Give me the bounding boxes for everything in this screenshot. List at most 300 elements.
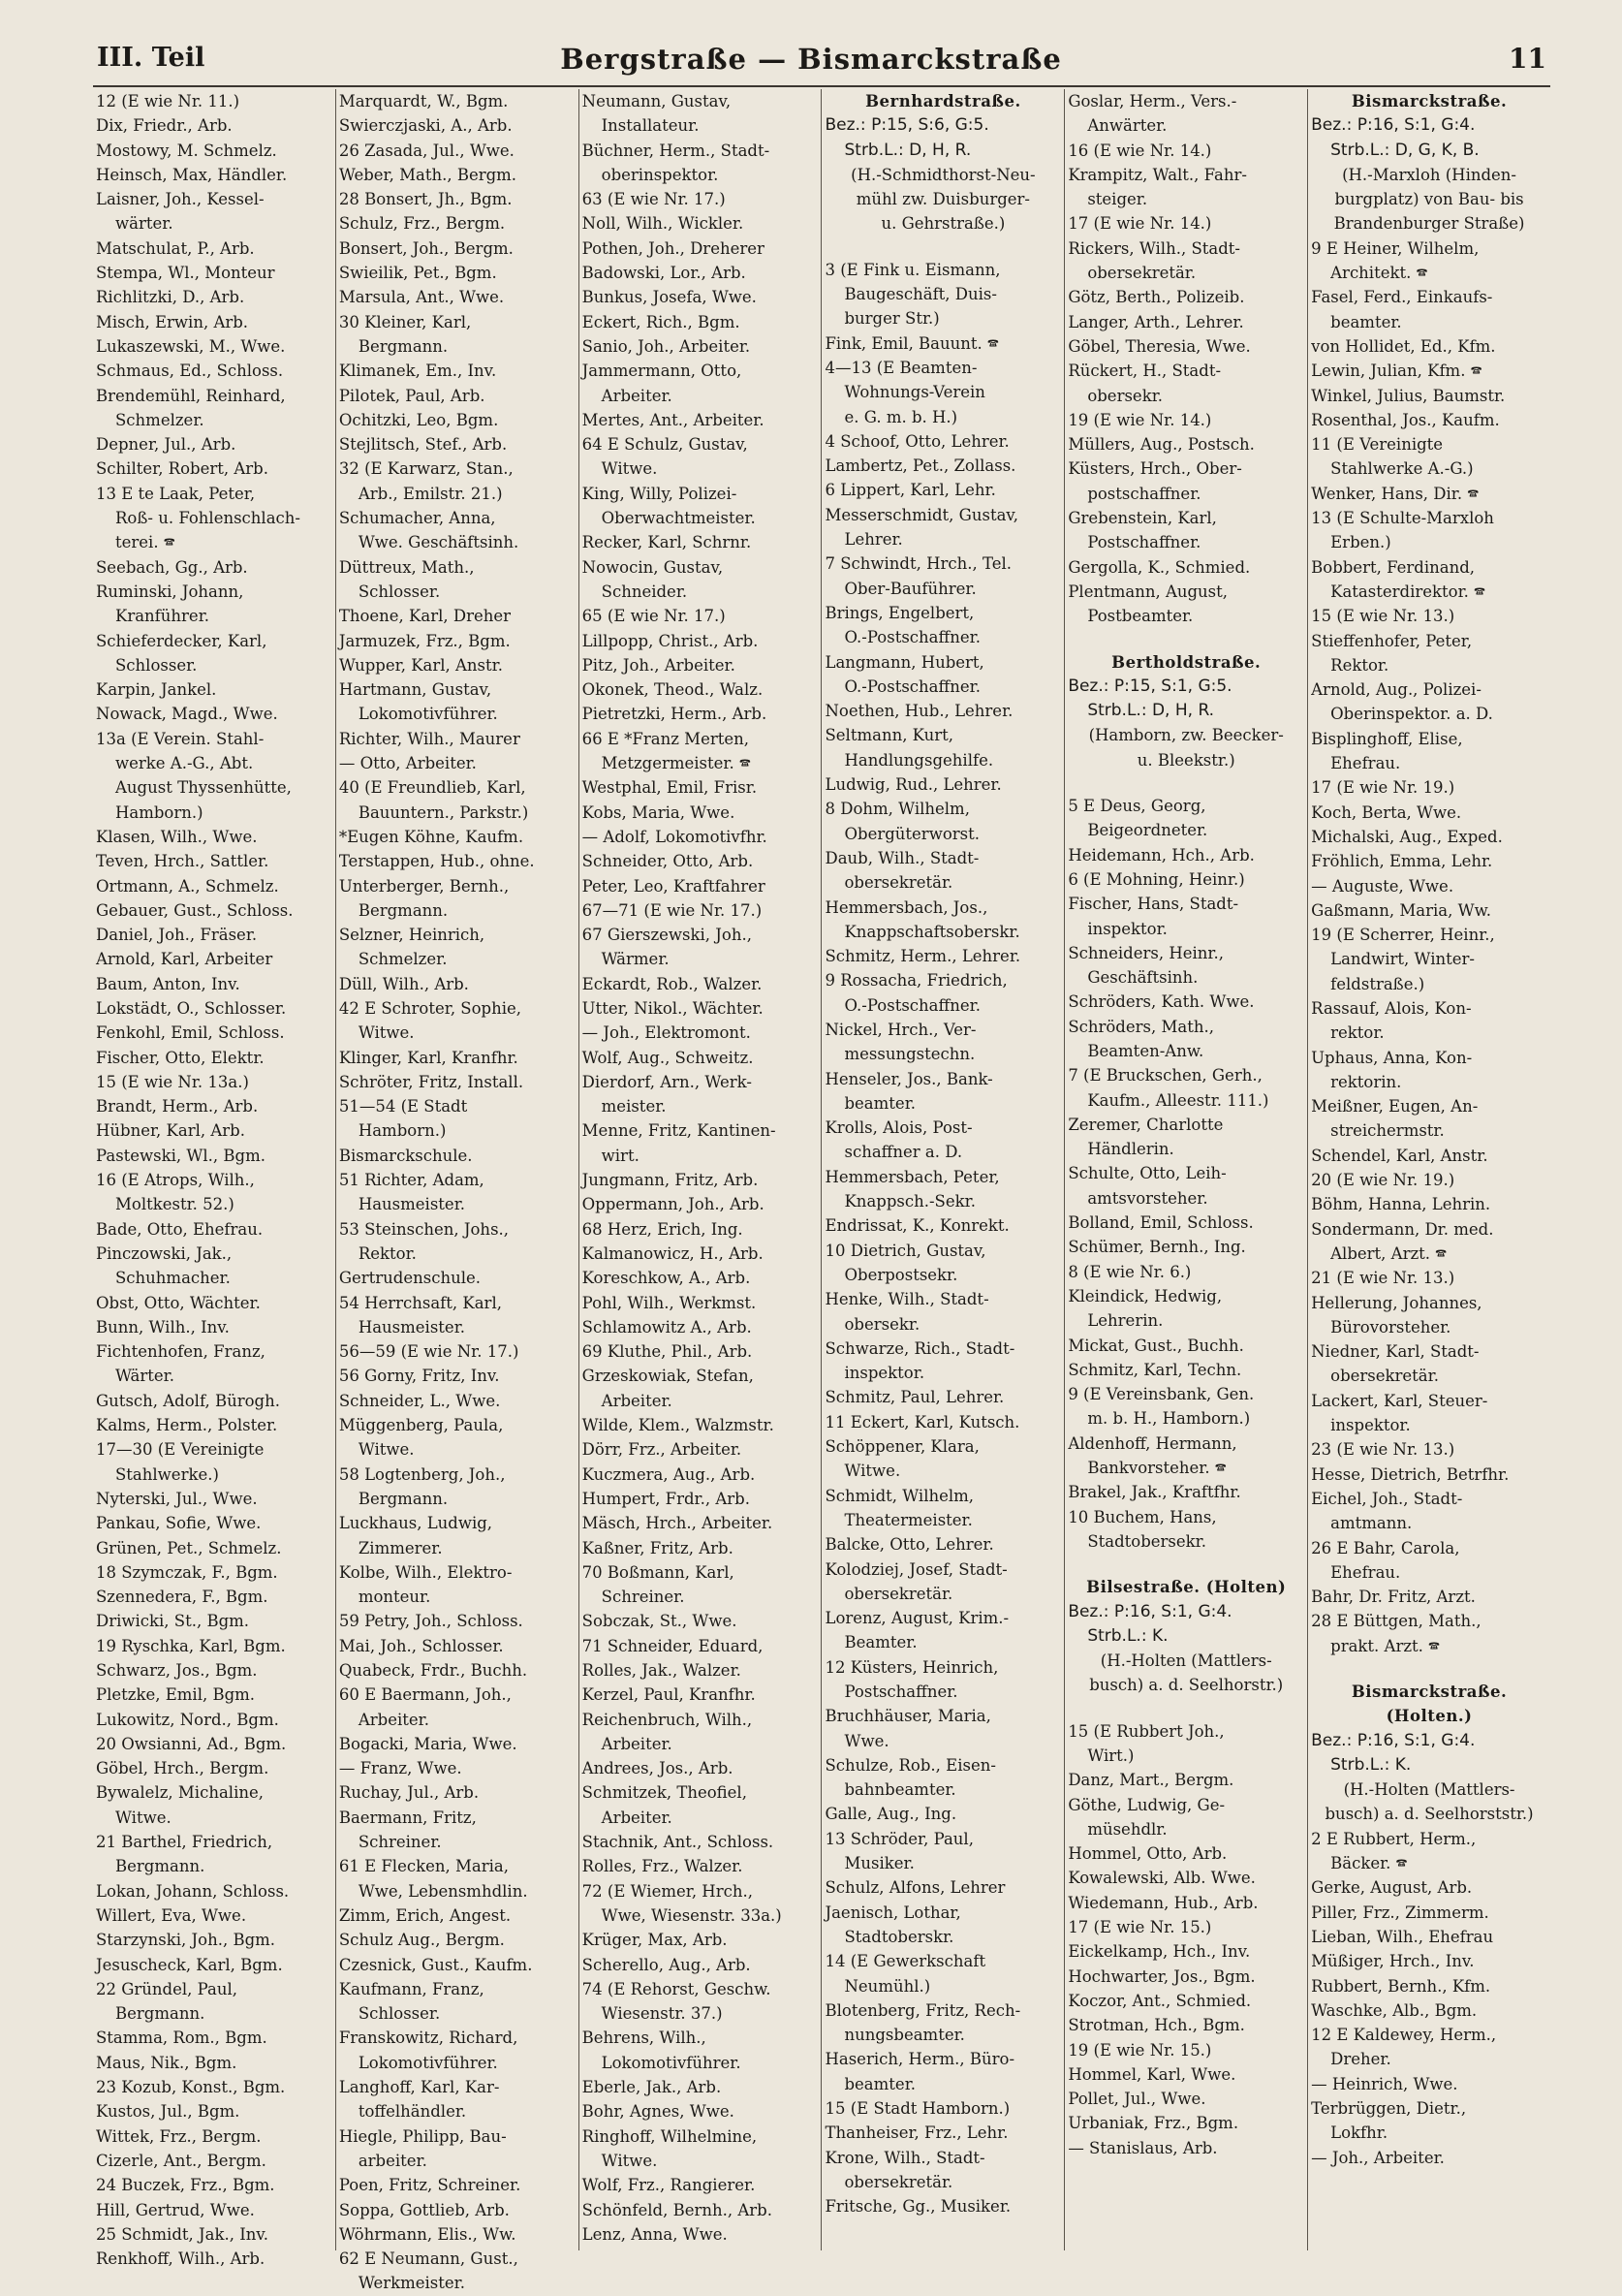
- entry-line: Rolles, Frz., Walzer.: [581, 1857, 743, 1876]
- column-2: [336, 89, 579, 2293]
- entry-line: Pilotek, Paul, Arb.: [338, 386, 485, 405]
- entry-line: Wenker, Hans, Dir. 🕿: [1311, 484, 1480, 503]
- entry-line: Langhoff, Karl, Kar-: [338, 2078, 500, 2097]
- entry-line: Schuhmacher.: [115, 1269, 231, 1288]
- columns-container: [93, 89, 1550, 2293]
- entry-line: Schreiner.: [358, 1833, 442, 1852]
- entry-line: 26 E Bahr, Carola,: [1311, 1538, 1460, 1557]
- entry-line: Lackert, Karl, Steuer-: [1311, 1391, 1488, 1410]
- entry-line: Müggenberg, Paula,: [338, 1416, 504, 1435]
- entry-line: Terstappen, Hub., ohne.: [338, 852, 535, 871]
- entry-line: Postschaffner.: [844, 1683, 958, 1701]
- street-heading: Bertholdstraße.: [1111, 652, 1262, 672]
- entry-line: 8 (E wie Nr. 6.): [1068, 1262, 1192, 1281]
- entry-line: Bürovorsteher.: [1330, 1317, 1451, 1337]
- entry-line: Krone, Wilh., Stadt-: [825, 2148, 985, 2167]
- entry-line: Teven, Hrch., Sattler.: [96, 852, 269, 871]
- entry-line: 58 Logtenberg, Joh.,: [338, 1464, 506, 1484]
- entry-line: Ortmann, A., Schmelz.: [96, 876, 279, 896]
- entry-line: 18 Szymczak, F., Bgm.: [96, 1562, 278, 1582]
- entry-line: 5 E Deus, Georg,: [1068, 797, 1206, 816]
- entry-line: Recker, Karl, Schrnr.: [581, 533, 752, 552]
- entry-line: Dix, Friedr., Arb.: [96, 116, 233, 136]
- entry-line: Terbrüggen, Dietr.,: [1311, 2099, 1467, 2119]
- entry-line: Haserich, Herm., Büro-: [825, 2050, 1015, 2069]
- entry-line: Gutsch, Adolf, Bürogh.: [96, 1391, 280, 1410]
- entry-line: 68 Herz, Erich, Ing.: [581, 1219, 743, 1239]
- entry-line: 4 Schoof, Otto, Lehrer.: [825, 431, 1010, 451]
- entry-line: 67—71 (E wie Nr. 17.): [581, 900, 763, 920]
- entry-line: Postschaffner.: [1087, 533, 1201, 552]
- entry-line: Sobczak, St., Wwe.: [581, 1612, 737, 1631]
- entry-line: Pothen, Joh., Dreherer: [581, 238, 764, 258]
- district-info: Bez.: P:15, S:1, G:5.: [1068, 676, 1232, 696]
- entry-line: Beamten-Anw.: [1087, 1041, 1204, 1060]
- entry-line: Stachnik, Ant., Schloss.: [581, 1833, 774, 1852]
- entry-line: 10 Dietrich, Gustav,: [825, 1241, 986, 1260]
- street-location: (H.-Holten (Mattlers-: [1343, 1780, 1515, 1800]
- entry-line: Rektor.: [358, 1243, 417, 1263]
- entry-line: Richlitzki, D., Arb.: [96, 288, 245, 307]
- entry-line: Hausmeister.: [358, 1317, 466, 1337]
- street-heading: (Holten.): [1386, 1707, 1473, 1726]
- entry-line: 19 Ryschka, Karl, Bgm.: [96, 1636, 286, 1655]
- entry-line: Wärmer.: [601, 950, 670, 969]
- entry-line: wirt.: [601, 1146, 639, 1165]
- entry-line: 11 Eckert, Karl, Kutsch.: [825, 1412, 1020, 1431]
- entry-line: Dierdorf, Arn., Werk-: [581, 1072, 752, 1091]
- entry-line: Unterberger, Bernh.,: [338, 876, 510, 896]
- entry-line: Kobs, Maria, Wwe.: [581, 802, 735, 822]
- entry-line: 7 Schwindt, Hrch., Tel.: [825, 554, 1012, 574]
- entry-line: Schröders, Math.,: [1068, 1017, 1214, 1036]
- entry-line: 15 (E wie Nr. 13.): [1311, 607, 1455, 626]
- entry-line: Czesnick, Gust., Kaufm.: [338, 1955, 533, 1974]
- entry-line: Lokfhr.: [1330, 2123, 1388, 2143]
- entry-line: 53 Steinschen, Johs.,: [338, 1219, 510, 1239]
- entry-line: 9 Rossacha, Friedrich,: [825, 971, 1008, 991]
- entry-line: *Eugen Köhne, Kaufm.: [338, 827, 524, 846]
- entry-line: rektor.: [1330, 1023, 1385, 1043]
- entry-line: 17 (E wie Nr. 19.): [1311, 778, 1455, 798]
- entry-line: O.-Postschaffner.: [844, 995, 981, 1015]
- entry-line: Schwarz, Jos., Bgm.: [96, 1661, 258, 1680]
- entry-line: Schönfeld, Bernh., Arb.: [581, 2200, 772, 2219]
- entry-line: Lenz, Anna, Wwe.: [581, 2224, 728, 2244]
- district-info: Strb.L.: D, H, R.: [844, 140, 972, 160]
- entry-line: Lehrerin.: [1087, 1311, 1164, 1331]
- entry-line: Fischer, Hans, Stadt-: [1068, 895, 1239, 914]
- entry-line: Fritsche, Gg., Musiker.: [825, 2197, 1012, 2217]
- entry-line: Zeremer, Charlotte: [1068, 1115, 1224, 1134]
- entry-line: Fasel, Ferd., Einkaufs-: [1311, 288, 1493, 307]
- entry-line: Rektor.: [1330, 655, 1389, 675]
- entry-line: Schwarze, Rich., Stadt-: [825, 1338, 1015, 1358]
- entry-line: Michalski, Aug., Exped.: [1311, 827, 1503, 846]
- entry-line: feldstraße.): [1330, 974, 1425, 993]
- entry-line: Göbel, Hrch., Bergm.: [96, 1759, 269, 1778]
- entry-line: Nowocin, Gustav,: [581, 557, 724, 577]
- entry-line: Daub, Wilh., Stadt-: [825, 848, 980, 867]
- entry-line: Arnold, Aug., Polizei-: [1311, 680, 1482, 700]
- entry-line: Ehefrau.: [1330, 1562, 1401, 1582]
- entry-line: Quabeck, Frdr., Buchh.: [338, 1661, 528, 1680]
- entry-line: Katasterdirektor. 🕿: [1330, 582, 1485, 601]
- entry-line: Utter, Nikol., Wächter.: [581, 998, 764, 1018]
- entry-line: Goslar, Herm., Vers.-: [1068, 92, 1237, 110]
- entry-line: 17 (E wie Nr. 15.): [1068, 1918, 1212, 1937]
- entry-line: Lehrer.: [844, 530, 903, 550]
- entry-line: Händlerin.: [1087, 1140, 1174, 1159]
- entry-line: Rosenthal, Jos., Kaufm.: [1311, 410, 1500, 429]
- entry-line: obersekretär.: [844, 2172, 953, 2191]
- entry-line: Szennedera, F., Bgm.: [96, 1588, 268, 1607]
- entry-line: Hamborn.): [115, 802, 203, 822]
- entry-line: Neumann, Gustav,: [581, 92, 732, 110]
- entry-line: müsehdlr.: [1087, 1819, 1168, 1839]
- entry-line: Göthe, Ludwig, Ge-: [1068, 1795, 1226, 1814]
- entry-line: 26 Zasada, Jul., Wwe.: [338, 141, 515, 160]
- street-heading: Bilsestraße. (Holten): [1086, 1578, 1287, 1597]
- entry-line: Schmitz, Karl, Techn.: [1068, 1360, 1242, 1379]
- entry-line: Gertrudenschule.: [338, 1269, 482, 1288]
- entry-line: Hommel, Otto, Arb.: [1068, 1844, 1228, 1864]
- entry-line: Gebauer, Gust., Schloss.: [96, 900, 294, 920]
- entry-line: Jammermann, Otto,: [581, 362, 742, 381]
- entry-line: Lokan, Johann, Schloss.: [96, 1881, 290, 1901]
- entry-line: Küsters, Hrch., Ober-: [1068, 459, 1242, 479]
- entry-line: Wohnungs-Verein: [844, 383, 985, 402]
- entry-line: O.-Postschaffner.: [844, 628, 981, 647]
- entry-line: Heidemann, Hch., Arb.: [1068, 845, 1255, 865]
- entry-line: Galle, Aug., Ing.: [825, 1805, 957, 1824]
- entry-line: inspektor.: [1087, 919, 1168, 938]
- entry-line: 12 (E wie Nr. 11.): [96, 92, 240, 110]
- entry-line: Stempa, Wl., Monteur: [96, 264, 275, 283]
- entry-line: Gaßmann, Maria, Ww.: [1311, 900, 1491, 920]
- entry-line: Mostowy, M. Schmelz.: [96, 141, 277, 160]
- entry-line: Stadtobersekr.: [1087, 1531, 1206, 1551]
- entry-line: Bergmann.: [358, 1489, 449, 1508]
- entry-line: Wärter.: [115, 1367, 174, 1386]
- entry-line: Rickers, Wilh., Stadt-: [1068, 238, 1240, 258]
- entry-line: Marquardt, W., Bgm.: [338, 92, 509, 110]
- entry-line: — Auguste, Wwe.: [1311, 876, 1454, 896]
- entry-line: Brendemühl, Reinhard,: [96, 386, 286, 405]
- entry-line: Stieffenhofer, Peter,: [1311, 631, 1473, 650]
- entry-line: Heinsch, Max, Händler.: [96, 165, 288, 184]
- entry-line: 70 Boßmann, Karl,: [581, 1562, 734, 1582]
- entry-line: 19 (E Scherrer, Heinr.,: [1311, 926, 1495, 945]
- entry-line: Schulz, Frz., Bergm.: [338, 214, 506, 234]
- entry-line: 15 (E wie Nr. 13a.): [96, 1072, 249, 1091]
- entry-line: Bunn, Wilh., Inv.: [96, 1317, 230, 1337]
- spacer: [1068, 629, 1304, 650]
- entry-line: Ruchay, Jul., Arb.: [338, 1783, 480, 1803]
- entry-line: Noll, Wilh., Wickler.: [581, 214, 744, 234]
- entry-line: 72 (E Wiemer, Hrch.,: [581, 1881, 753, 1901]
- entry-line: Mertes, Ant., Arbeiter.: [581, 410, 764, 429]
- entry-line: toffelhändler.: [358, 2102, 467, 2122]
- entry-line: oberinspektor.: [601, 165, 719, 184]
- entry-line: Wwe. Geschäftsinh.: [358, 533, 519, 552]
- entry-line: Laisner, Joh., Kessel-: [96, 190, 265, 209]
- column-3: [579, 89, 823, 2250]
- entry-line: Grzeskowiak, Stefan,: [581, 1367, 754, 1386]
- entry-line: Krampitz, Walt., Fahr-: [1068, 165, 1247, 184]
- entry-line: Wwe, Lebensmhdlin.: [358, 1881, 528, 1901]
- street-location: busch) a. d. Seelhorstr.): [1089, 1676, 1284, 1695]
- entry-line: 10 Buchem, Hans,: [1068, 1507, 1217, 1526]
- entry-line: bahnbeamter.: [844, 1780, 956, 1800]
- entry-line: Langmann, Hubert,: [825, 652, 984, 672]
- entry-line: Fink, Emil, Bauunt. 🕿: [825, 333, 999, 353]
- entry-line: Wwe, Wiesenstr. 33a.): [601, 1905, 782, 1925]
- entry-line: Albert, Arzt. 🕿: [1330, 1243, 1448, 1263]
- entry-line: Bäcker. 🕿: [1330, 1854, 1408, 1873]
- street-heading: Bismarckstraße.: [1351, 1683, 1508, 1701]
- entry-line: 19 (E wie Nr. 15.): [1068, 2040, 1212, 2060]
- entry-line: Pankau, Sofie, Wwe.: [96, 1514, 262, 1533]
- entry-line: 56 Gorny, Fritz, Inv.: [338, 1367, 500, 1386]
- entry-line: Postbeamter.: [1087, 607, 1194, 626]
- entry-line: Schröter, Fritz, Install.: [338, 1072, 524, 1091]
- entry-line: Soppa, Gottlieb, Arb.: [338, 2200, 510, 2219]
- entry-line: Swierczjaski, A., Arb.: [338, 116, 513, 136]
- entry-line: 15 (E Rubbert Joh.,: [1068, 1721, 1225, 1741]
- entry-line: Hübner, Karl, Arb.: [96, 1121, 245, 1141]
- entry-line: Böhm, Hanna, Lehrin.: [1311, 1195, 1491, 1214]
- entry-line: obersekr.: [844, 1314, 920, 1334]
- entry-line: 40 (E Freundlieb, Karl,: [338, 778, 526, 798]
- entry-line: Obst, Otto, Wächter.: [96, 1293, 261, 1312]
- entry-line: Jungmann, Fritz, Arb.: [581, 1171, 759, 1190]
- entry-line: Schmitz, Herm., Lehrer.: [825, 947, 1021, 966]
- entry-line: Schlosser.: [115, 655, 198, 675]
- entry-line: monteur.: [358, 1588, 431, 1607]
- entry-line: 9 E Heiner, Wilhelm,: [1311, 238, 1480, 258]
- entry-line: Baugeschäft, Duis-: [844, 285, 997, 304]
- part-label: III. Teil: [97, 43, 205, 73]
- entry-line: Installateur.: [601, 116, 700, 136]
- entry-line: Eichel, Joh., Stadt-: [1311, 1489, 1463, 1508]
- entry-line: Schulz, Alfons, Lehrer: [825, 1878, 1006, 1898]
- entry-line: Dreher.: [1330, 2050, 1391, 2069]
- entry-line: — Heinrich, Wwe.: [1311, 2074, 1458, 2093]
- entry-line: 42 E Schroter, Sophie,: [338, 998, 522, 1018]
- entry-line: Bade, Otto, Ehefrau.: [96, 1219, 264, 1239]
- entry-line: obersekretär.: [844, 1584, 953, 1603]
- entry-line: 6 Lippert, Karl, Lehr.: [825, 481, 996, 500]
- entry-line: — Stanislaus, Arb.: [1068, 2138, 1218, 2157]
- entry-line: Kalmanowicz, H., Arb.: [581, 1243, 764, 1263]
- entry-line: Schlosser.: [358, 582, 441, 601]
- entry-line: Rubbert, Bernh., Kfm.: [1311, 1976, 1491, 1996]
- entry-line: Mai, Joh., Schlosser.: [338, 1636, 504, 1655]
- entry-line: 62 E Neumann, Gust.,: [338, 2249, 518, 2269]
- entry-line: Hommel, Karl, Wwe.: [1068, 2064, 1236, 2084]
- entry-line: Brakel, Jak., Kraftfhr.: [1068, 1483, 1241, 1502]
- entry-line: Kalms, Herm., Polster.: [96, 1416, 278, 1435]
- entry-line: 12 E Kaldewey, Herm.,: [1311, 2026, 1497, 2045]
- entry-line: Balcke, Otto, Lehrer.: [825, 1535, 994, 1555]
- entry-line: Dörr, Frz., Arbeiter.: [581, 1440, 742, 1460]
- entry-line: 64 E Schulz, Gustav,: [581, 435, 748, 455]
- entry-line: Jaenisch, Lothar,: [825, 1903, 961, 1922]
- district-info: Bez.: P:16, S:1, G:4.: [1311, 115, 1476, 136]
- entry-line: Roß- u. Fohlenschlach-: [115, 509, 300, 528]
- district-info: Strb.L.: D, H, R.: [1087, 701, 1215, 721]
- entry-line: Hiegle, Philipp, Bau-: [338, 2126, 507, 2146]
- entry-line: Schreiner.: [601, 1588, 685, 1607]
- entry-line: 19 (E wie Nr. 14.): [1068, 410, 1212, 429]
- entry-line: Kranführer.: [115, 607, 210, 626]
- entry-line: Nowack, Magd., Wwe.: [96, 705, 278, 724]
- district-info: Strb.L.: D, G, K, B.: [1330, 140, 1480, 160]
- entry-line: 21 (E wie Nr. 13.): [1311, 1269, 1455, 1288]
- entry-line: Schlamowitz A., Arb.: [581, 1317, 752, 1337]
- entry-line: 71 Schneider, Eduard,: [581, 1636, 764, 1655]
- street-location: (H.-Marxloh (Hinden-: [1342, 165, 1517, 184]
- entry-line: Pollet, Jul., Wwe.: [1068, 2090, 1206, 2109]
- entry-line: Knappsch.-Sekr.: [844, 1192, 976, 1211]
- entry-line: 22 Gründel, Paul,: [96, 1979, 238, 1998]
- entry-line: terei. 🕿: [115, 533, 175, 552]
- entry-line: Peter, Leo, Kraftfahrer: [581, 876, 765, 896]
- entry-line: Obergüterworst.: [844, 824, 980, 843]
- entry-line: Krüger, Max, Arb.: [581, 1931, 728, 1950]
- spacer: [1068, 1554, 1304, 1575]
- street-heading: Bernhardstraße.: [865, 92, 1021, 110]
- entry-line: Schmelzer.: [358, 950, 448, 969]
- entry-line: Oberpostsekr.: [844, 1265, 958, 1284]
- entry-line: Hellerung, Johannes,: [1311, 1293, 1482, 1312]
- entry-line: 9 (E Vereinsbank, Gen.: [1068, 1385, 1255, 1404]
- entry-line: Eckardt, Rob., Walzer.: [581, 974, 763, 993]
- entry-line: 28 Bonsert, Jh., Bgm.: [338, 190, 513, 209]
- entry-line: amtsvorsteher.: [1087, 1188, 1208, 1208]
- entry-line: Bolland, Emil, Schloss.: [1068, 1213, 1254, 1233]
- entry-line: Bankvorsteher. 🕿: [1087, 1459, 1227, 1478]
- entry-line: Lokomotivführer.: [358, 705, 498, 724]
- entry-line: Fichtenhofen, Franz,: [96, 1342, 265, 1362]
- entry-line: Bismarckschule.: [338, 1146, 473, 1165]
- entry-line: Hemmersbach, Jos.,: [825, 897, 988, 917]
- entry-line: e. G. m. b. H.): [844, 407, 958, 426]
- entry-line: Wilde, Klem., Walzmstr.: [581, 1416, 774, 1435]
- entry-line: Hill, Gertrud, Wwe.: [96, 2200, 255, 2219]
- entry-line: Beamter.: [844, 1633, 918, 1652]
- entry-line: Weber, Math., Bergm.: [338, 165, 517, 184]
- entry-line: Karpin, Jankel.: [96, 680, 217, 700]
- entry-line: 13 (E Schulte-Marxloh: [1311, 509, 1494, 528]
- entry-line: Knappschaftsoberskr.: [844, 922, 1020, 941]
- entry-line: 23 Kozub, Konst., Bgm.: [96, 2078, 286, 2097]
- entry-line: Arbeiter.: [601, 1734, 672, 1753]
- entry-line: Lillpopp, Christ., Arb.: [581, 631, 759, 650]
- entry-line: Witwe.: [358, 1440, 415, 1460]
- entry-line: 4—13 (E Beamten-: [825, 358, 978, 377]
- entry-line: Kaufmann, Franz,: [338, 1979, 484, 1998]
- entry-line: Arb., Emilstr. 21.): [358, 484, 503, 503]
- entry-line: 14 (E Gewerkschaft: [825, 1952, 986, 1971]
- entry-line: Pietretzki, Herm., Arb.: [581, 705, 767, 724]
- entry-line: — Joh., Elektromont.: [581, 1023, 751, 1043]
- entry-line: Stadtoberskr.: [844, 1927, 954, 1946]
- entry-line: Kleindick, Hedwig,: [1068, 1286, 1223, 1305]
- entry-line: amtmann.: [1330, 1514, 1413, 1533]
- entry-line: Lukowitz, Nord., Bgm.: [96, 1710, 279, 1729]
- entry-line: Schümer, Bernh., Ing.: [1068, 1238, 1246, 1257]
- entry-line: Schmelzer.: [115, 410, 204, 429]
- entry-line: Kolodziej, Josef, Stadt-: [825, 1559, 1008, 1579]
- entry-line: Wiedemann, Hub., Arb.: [1068, 1893, 1259, 1912]
- entry-line: Wupper, Karl, Anstr.: [338, 655, 503, 675]
- street-location: burgplatz) von Bau- bis: [1334, 190, 1524, 209]
- entry-line: Götz, Berth., Polizeib.: [1068, 288, 1245, 307]
- entry-line: 20 Owsianni, Ad., Bgm.: [96, 1734, 287, 1753]
- entry-line: Oberinspektor. a. D.: [1330, 705, 1493, 724]
- entry-line: Wirt.): [1087, 1746, 1135, 1765]
- entry-line: 60 E Baermann, Joh.,: [338, 1685, 512, 1705]
- entry-line: Bergmann.: [115, 2004, 205, 2024]
- entry-line: 17 (E wie Nr. 14.): [1068, 214, 1212, 234]
- entry-line: Theatermeister.: [844, 1510, 973, 1529]
- entry-line: Eckert, Rich., Bgm.: [581, 312, 740, 331]
- entry-line: Driwicki, St., Bgm.: [96, 1612, 250, 1631]
- entry-line: Bonsert, Joh., Bergm.: [338, 238, 514, 258]
- street-location: u. Gehrstraße.): [881, 214, 1006, 234]
- entry-line: Gerke, August, Arb.: [1311, 1878, 1473, 1898]
- entry-line: 15 (E Stadt Hamborn.): [825, 2099, 1011, 2119]
- entry-line: streichermstr.: [1330, 1121, 1445, 1141]
- entry-line: Lambertz, Pet., Zollass.: [825, 456, 1016, 476]
- entry-line: Rückert, H., Stadt-: [1068, 362, 1222, 381]
- entry-line: m. b. H., Hamborn.): [1087, 1409, 1251, 1429]
- entry-line: Koreschkow, A., Arb.: [581, 1269, 751, 1288]
- entry-line: — Franz, Wwe.: [338, 1759, 462, 1778]
- entry-line: 24 Buczek, Frz., Bgm.: [96, 2176, 275, 2195]
- entry-line: Henke, Wilh., Stadt-: [825, 1290, 989, 1309]
- entry-line: Bobbert, Ferdinand,: [1311, 557, 1476, 577]
- district-info: Bez.: P:16, S:1, G:4.: [1068, 1601, 1232, 1621]
- entry-line: 74 (E Rehorst, Geschw.: [581, 1979, 771, 1998]
- entry-line: Wiesenstr. 37.): [601, 2004, 723, 2024]
- entry-line: 30 Kleiner, Karl,: [338, 312, 472, 331]
- entry-line: Blotenberg, Fritz, Rech-: [825, 2000, 1021, 2020]
- entry-line: Witwe.: [844, 1462, 901, 1481]
- entry-line: Wwe.: [844, 1731, 889, 1750]
- entry-line: Scherello, Aug., Arb.: [581, 1955, 751, 1974]
- entry-line: Eberle, Jak., Arb.: [581, 2078, 722, 2097]
- entry-line: Oberwachtmeister.: [601, 509, 756, 528]
- entry-line: Misch, Erwin, Arb.: [96, 312, 249, 331]
- entry-line: schaffner a. D.: [844, 1143, 963, 1162]
- entry-line: Witwe.: [115, 1808, 172, 1827]
- entry-line: Bohr, Agnes, Wwe.: [581, 2102, 734, 2122]
- entry-line: 13 E te Laak, Peter,: [96, 484, 256, 503]
- entry-line: messungstechn.: [844, 1045, 976, 1064]
- page-number: 11: [1509, 43, 1546, 75]
- entry-line: 13a (E Verein. Stahl-: [96, 729, 265, 748]
- entry-line: Rassauf, Alois, Kon-: [1311, 998, 1472, 1018]
- entry-line: Grebenstein, Karl,: [1068, 509, 1217, 528]
- entry-line: Jarmuzek, Frz., Bgm.: [338, 631, 511, 650]
- entry-line: Reichenbruch, Wilh.,: [581, 1710, 753, 1729]
- entry-line: Gergolla, K., Schmied.: [1068, 557, 1251, 577]
- district-info: Strb.L.: K.: [1087, 1625, 1169, 1646]
- entry-line: Schulze, Rob., Eisen-: [825, 1755, 996, 1775]
